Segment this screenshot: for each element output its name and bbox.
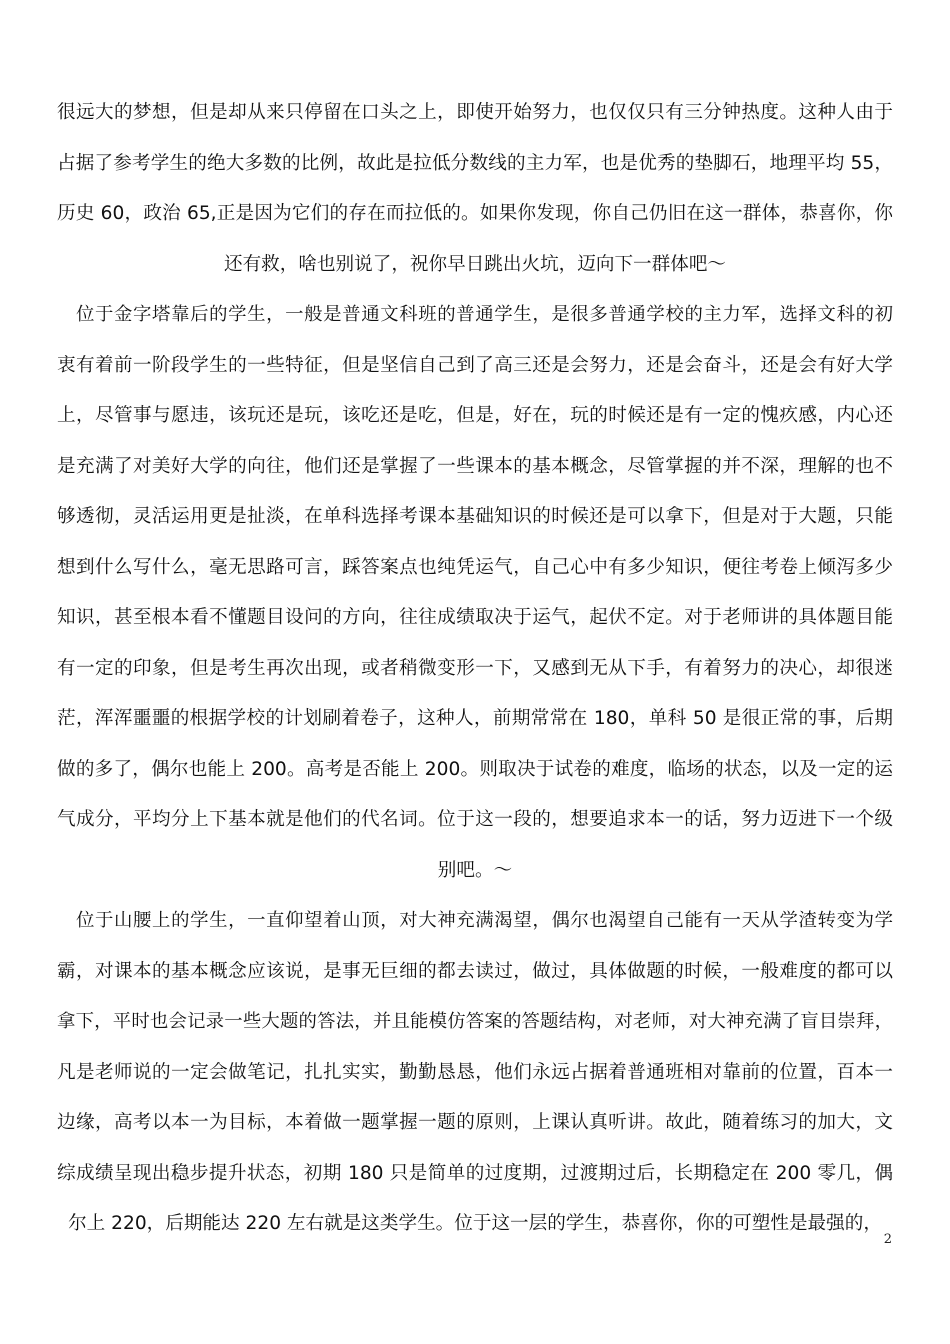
text-line: 上，尽管事与愿违，该玩还是玩，该吃还是吃，但是，好在，玩的时候还是有一定的愧疚感，内心还	[57, 405, 893, 426]
text-line: 凡是老师说的一定会做笔记，扎扎实实，勤勤恳恳，他们永远占据着普通班相对靠前的位置，百本一	[57, 1061, 893, 1083]
paragraph-start-line: 位于金字塔靠后的学生，一般是普通文科班的普通学生，是很多普通学校的主力军，选择文科的初	[76, 304, 893, 325]
text-line: 茫，浑浑噩噩的根据学校的计划刷着卷子，这种人，前期常常在 180，单科 50 是很正常的事，后期	[57, 708, 893, 729]
text-line: 拿下，平时也会记录一些大题的答法，并且能模仿答案的答题结构，对老师，对大神充满了盲目崇拜，	[57, 1011, 893, 1032]
text-line: 霸，对课本的基本概念应该说，是事无巨细的都去读过，做过，具体做题的时候，一般难度的都可以	[57, 960, 893, 982]
text-line: 很远大的梦想，但是却从来只停留在口头之上，即使开始努力，也仅仅只有三分钟热度。这种人由于	[57, 102, 893, 123]
text-line: 是充满了对美好大学的向往，他们还是掌握了一些课本的基本概念，尽管掌握的并不深，理解的也不	[57, 455, 893, 477]
paragraph-start-line: 位于山腰上的学生，一直仰望着山顶，对大神充满渴望，偶尔也渴望自己能有一天从学渣转变为学	[76, 910, 893, 931]
text-line: 别吧。～	[437, 859, 513, 881]
body-text	[57, 94, 893, 1256]
text-line: 尔上 220，后期能达 220 左右就是这类学生。位于这一层的学生，恭喜你，你的可塑性是最强的，	[68, 1213, 882, 1234]
text-line: 历史 60，政治 65,正是因为它们的存在而拉低的。如果你发现，你自己仍旧在这一群体，恭喜你，你	[57, 203, 893, 224]
text-line: 做的多了，偶尔也能上 200。高考是否能上 200。则取决于试卷的难度，临场的状态，以及一定的运	[57, 758, 893, 780]
text-line: 综成绩呈现出稳步提升状态，初期 180 只是简单的过度期，过渡期过后，长期稳定在 200 零几，偶	[57, 1162, 893, 1184]
page-number: 2	[883, 1232, 892, 1247]
text-line: 占据了参考学生的绝大多数的比例，故此是拉低分数线的主力军，也是优秀的垫脚石，地理平均 55，	[57, 152, 893, 174]
text-line: 气成分，平均分上下基本就是他们的代名词。位于这一段的，想要追求本一的话，努力迈进下一个级	[57, 809, 893, 830]
text-line: 边缘，高考以本一为目标，本着做一题掌握一题的原则，上课认真听讲。故此，随着练习的加大，文	[57, 1112, 893, 1133]
text-line: 想到什么写什么，毫无思路可言，踩答案点也纯凭运气，自己心中有多少知识，便往考卷上倾泻多少	[57, 556, 893, 578]
text-line: 够透彻，灵活运用更是扯淡，在单科选择考课本基础知识的时候还是可以拿下，但是对于大题，只能	[57, 506, 893, 527]
text-line: 知识，甚至根本看不懂题目设问的方向，往往成绩取决于运气，起伏不定。对于老师讲的具体题目能	[57, 607, 893, 628]
text-line: 衷有着前一阶段学生的一些特征，但是坚信自己到了高三还是会努力，还是会奋斗，还是会有好大学	[57, 354, 893, 376]
text-line: 有一定的印象，但是考生再次出现，或者稍微变形一下，又感到无从下手，有着努力的决心，却很迷	[57, 657, 893, 679]
text-line: 还有救，啥也别说了，祝你早日跳出火坑，迈向下一群体吧～	[223, 253, 727, 275]
